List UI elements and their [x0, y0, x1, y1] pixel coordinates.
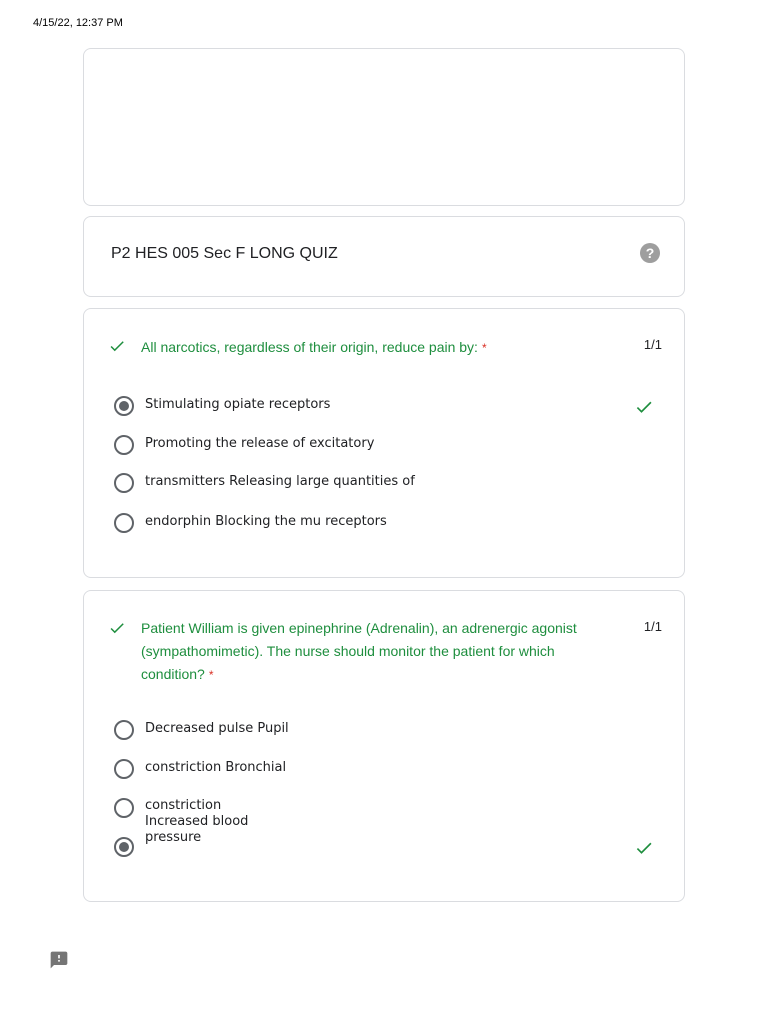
question-prompt: All narcotics, regardless of their origin, reduce pain by: — [141, 339, 478, 355]
form-title: P2 HES 005 Sec F LONG QUIZ — [111, 245, 338, 262]
question-card-2 — [83, 590, 685, 902]
radio-button[interactable] — [114, 513, 134, 533]
option-label-line: constriction — [145, 798, 222, 813]
option-label-line: pressure — [145, 830, 202, 845]
question-text — [141, 617, 581, 687]
required-marker: * — [208, 668, 214, 682]
question-text — [141, 336, 581, 360]
question-score: 1/1 — [643, 619, 662, 634]
option-1[interactable] — [114, 396, 654, 420]
option-label: endorphin Blocking the mu receptors — [145, 514, 387, 529]
question-card-1 — [83, 308, 685, 578]
option-label: transmitters Releasing large quantities of — [145, 474, 415, 489]
option-label: Decreased pulse Pupil — [145, 721, 289, 736]
radio-button[interactable] — [114, 473, 134, 493]
check-icon — [108, 619, 126, 637]
option-label: Stimulating opiate receptors — [145, 397, 331, 412]
report-feedback-icon[interactable] — [49, 950, 69, 970]
option-label: constriction Bronchial — [145, 760, 287, 775]
radio-button[interactable] — [114, 759, 134, 779]
option-label-line: Increased blood — [145, 814, 249, 829]
check-icon — [634, 838, 654, 858]
print-timestamp: 4/15/22, 12:37 PM — [33, 17, 123, 29]
radio-button[interactable] — [114, 435, 134, 455]
radio-button[interactable] — [114, 720, 134, 740]
check-icon — [634, 397, 654, 417]
option-4[interactable] — [114, 513, 654, 537]
form-header-banner — [83, 48, 685, 206]
form-title-card — [83, 216, 685, 297]
question-prompt: Patient William is given epinephrine (Adrenalin), an adrenergic agonist (sympathomimetic). The nurse should monitor the patient for which condition? — [141, 620, 577, 682]
radio-button[interactable] — [114, 798, 134, 818]
option-4[interactable] — [114, 837, 654, 861]
option-label: Promoting the release of excitatory — [145, 436, 375, 451]
radio-button-checked[interactable] — [114, 396, 134, 416]
option-3[interactable] — [114, 473, 654, 497]
required-marker: * — [481, 341, 487, 355]
question-score: 1/1 — [643, 337, 662, 352]
option-2[interactable] — [114, 759, 654, 783]
option-1[interactable] — [114, 720, 654, 744]
radio-button-checked[interactable] — [114, 837, 134, 857]
check-icon — [108, 337, 126, 355]
help-icon[interactable]: ? — [640, 243, 660, 263]
option-2[interactable] — [114, 435, 654, 459]
